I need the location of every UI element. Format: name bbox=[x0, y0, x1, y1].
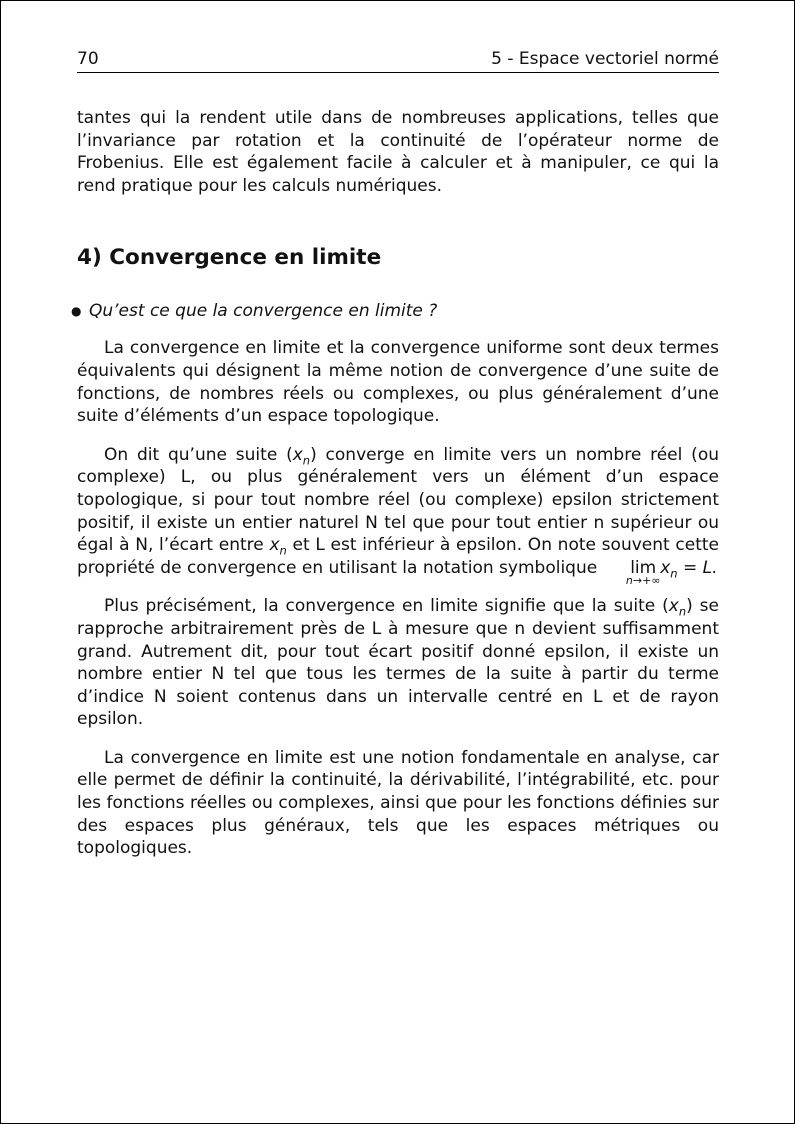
p3-part2: ) se rapproche arbitrairement près de L à mesure que n devient suffisamment grand. Autrement dit, pour tout écart positif donné epsilon, il existe un nombre entier N tel que tous les termes de la suite à partir du terme d’indice N soient contenus dans un intervalle centré en L et de rayon epsilon. bbox=[77, 596, 719, 730]
intro-line: tantes qui la rendent utile dans de nombreuses applications, telles bbox=[77, 108, 687, 128]
question-item bbox=[71, 300, 719, 322]
running-header bbox=[77, 47, 719, 73]
intro-line: de Frobenius. Elle est également facile à calculer et à manipuler, ce bbox=[77, 130, 719, 174]
equation-rhs: = L. bbox=[677, 557, 718, 578]
lim-subscript: n→+∞ bbox=[625, 573, 661, 587]
p2-part2: ) converge en limite vers un nombre réel (ou complexe) L, ou plus généralement vers un élément d’un espace topologique, si pour tout nombre réel (ou complexe) epsilon strictement positif, il existe un entier naturel N tel que pour tout entier n supérieur ou égal à N, l’écart entre bbox=[77, 444, 719, 556]
p2-part3: et L est inférieur à epsilon. On note souvent cette propriété de convergence en utilisant la notation symbolique bbox=[77, 535, 719, 578]
page-number: 70 bbox=[77, 49, 99, 69]
var-x: x bbox=[660, 557, 671, 578]
index-n: n bbox=[670, 566, 678, 581]
index-n: n bbox=[678, 604, 687, 619]
paragraph-4: La convergence en limite est une notion fondamentale en analyse, car elle permet de définir la continuité, la dérivabilité, l’intégrabilité, etc. pour les fonctions réelles ou complexes, ainsi que pour les fonctions définies sur des espaces plus généraux, tels que les espaces métriques ou topologiques. bbox=[77, 747, 719, 859]
paragraph-3 bbox=[77, 595, 719, 731]
var-x: x bbox=[668, 596, 679, 617]
index-n: n bbox=[302, 453, 311, 468]
section-title: 4) Convergence en limite bbox=[77, 245, 382, 271]
bullet-icon: ● bbox=[71, 304, 82, 319]
intro-paragraph bbox=[77, 107, 719, 197]
page-content bbox=[71, 47, 719, 860]
limit-operator bbox=[603, 557, 661, 587]
intro-line: que l’invariance par rotation et la continuité de l’opérateur norme bbox=[77, 108, 719, 151]
p3-part1: Plus précisément, la convergence en limite signifie que la suite ( bbox=[104, 596, 669, 617]
paragraph-2 bbox=[77, 444, 719, 587]
var-x: x bbox=[292, 444, 303, 465]
question-text: Qu’est ce que la convergence en limite ? bbox=[89, 301, 438, 322]
p2-part1: On dit qu’une suite ( bbox=[104, 444, 293, 465]
index-n: n bbox=[279, 543, 287, 558]
var-x: x bbox=[269, 535, 280, 556]
lim-text: lim bbox=[630, 557, 657, 578]
paragraph-1: La convergence en limite et la convergence uniforme sont deux termes équivalents qui désignent la même notion de convergence d’une suite de fonctions, de nombres réels ou complexes, ou plus généralement d’une suite d’éléments d’un espace topologique. bbox=[77, 338, 719, 427]
chapter-title: 5 - Espace vectoriel normé bbox=[491, 49, 719, 69]
intro-line: qui la rend pratique pour les calculs numériques. bbox=[77, 153, 719, 196]
